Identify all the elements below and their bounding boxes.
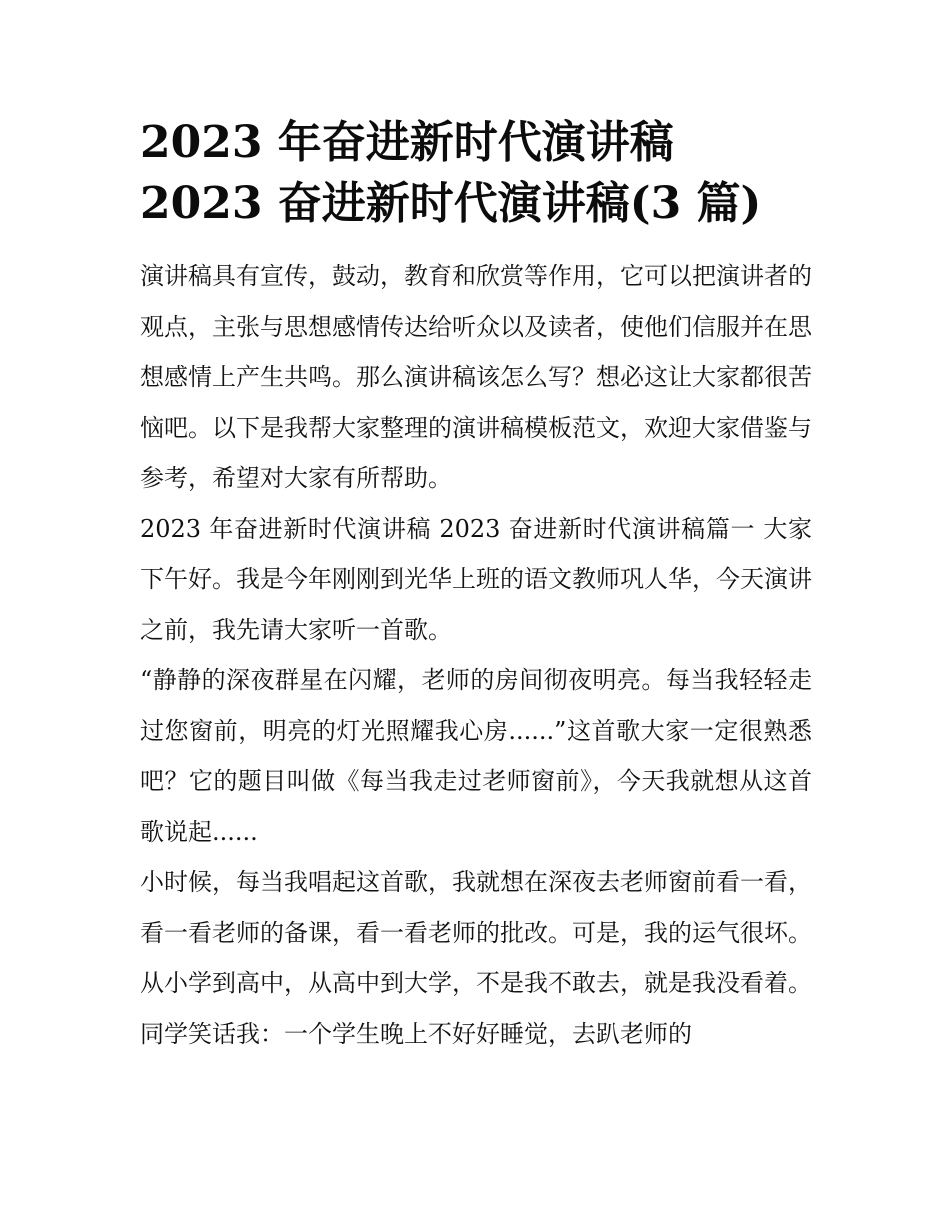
paragraph-childhood: 小时候，每当我唱起这首歌，我就想在深夜去老师窗前看一看，看一看老师的备课，看一看老师的批改。可是，我的运气很坏。从小学到高中，从高中到大学，不是我不敢去，就是我没看着。同学笑话我：一个学生晚上不好好睡觉，去趴老师的 xyxy=(140,868,812,1048)
paragraph-song-lyrics: “静静的深夜群星在闪耀，老师的房间彻夜明亮。每当我轻轻走过您窗前，明亮的灯光照耀我心房......”这首歌大家一定很熟悉吧？它的题目叫做《每当我走过老师窗前》，今天我就想从这首歌说起...... xyxy=(140,666,812,846)
paragraph-speech-opening: 2023 年奋进新时代演讲稿 2023 奋进新时代演讲稿篇一 大家下午好。我是今年刚刚到光华上班的语文教师巩人华，今天演讲之前，我先请大家听一首歌。 xyxy=(140,514,812,644)
document-subtitle: 2023 奋进新时代演讲稿(3 篇) xyxy=(140,177,762,229)
document-page xyxy=(140,0,812,1059)
document-body xyxy=(140,251,812,1059)
paragraph-intro: 演讲稿具有宣传，鼓动，教育和欣赏等作用，它可以把演讲者的观点，主张与思想感情传达给听众以及读者，使他们信服并在思想感情上产生共鸣。那么演讲稿该怎么写？想必这让大家都很苦恼吧。以下是我帮大家整理的演讲稿模板范文，欢迎大家借鉴与参考，希望对大家有所帮助。 xyxy=(140,262,812,493)
document-title: 2023 年奋进新时代演讲稿 xyxy=(140,117,674,168)
